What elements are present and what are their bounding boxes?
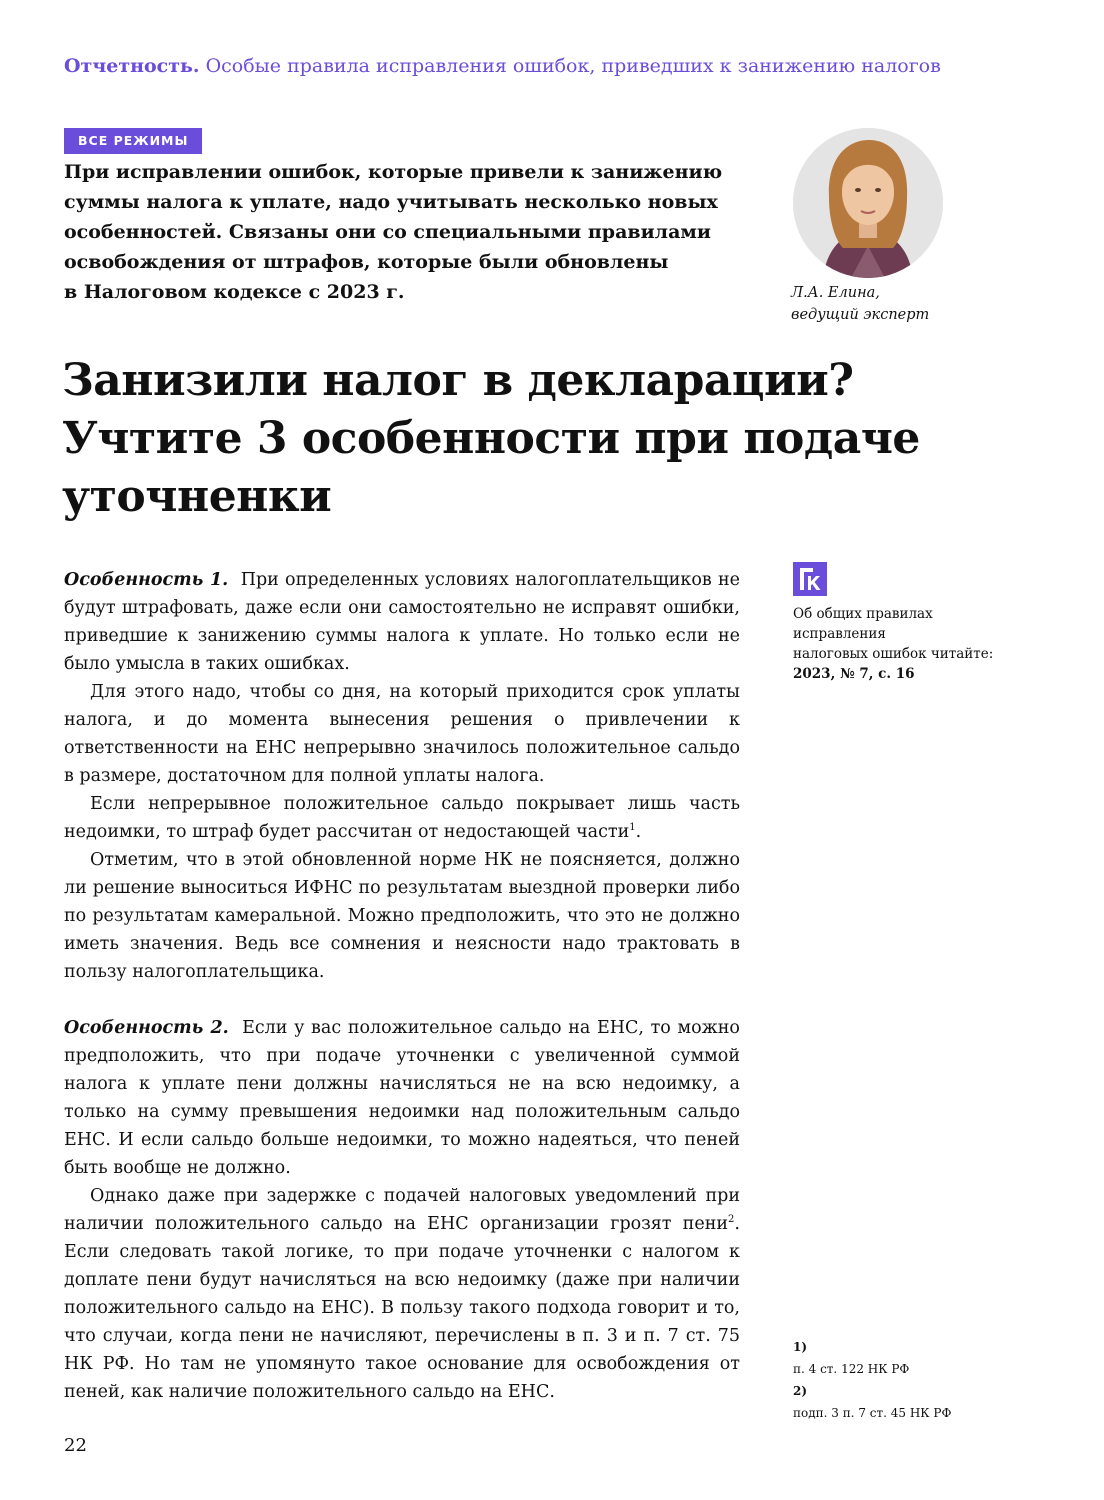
footnote xyxy=(793,1336,951,1380)
footnotes xyxy=(793,1336,951,1424)
note-reference: 2023, № 7, с. 16 xyxy=(793,666,915,682)
footnote-ref: 2 xyxy=(728,1214,735,1226)
author-name: Л.А. Елина, xyxy=(791,285,880,301)
paragraph-text: Отметим, что в этой обновленной норме НК не поясняется, должно ли решение выноситься ИФНС по результатам выездной проверки либо по результатам камеральной. Можно предположить, что это не должно иметь значения. Ведь все сомнения и неясности надо трактовать в пользу налогоплательщика. xyxy=(64,850,740,982)
body-paragraph xyxy=(64,846,740,986)
section-header xyxy=(64,55,941,77)
feature-label: Особенность 1. xyxy=(64,570,229,590)
feature-label: Особенность 2. xyxy=(64,1018,229,1038)
gk-logo-icon xyxy=(793,562,827,596)
lead-line: При исправлении ошибок, которые привели к занижению xyxy=(64,161,723,183)
section-subtitle: Особые правила исправления ошибок, приведших к занижению налогов xyxy=(205,55,941,77)
article-title xyxy=(62,352,920,526)
author-caption xyxy=(791,282,929,326)
footnote-text: п. 4 ст. 122 НК РФ xyxy=(793,1362,910,1376)
paragraph-text: Однако даже при задержке с подачей налоговых уведомлений при наличии положительного сальдо на ЕНС организации грозят пени xyxy=(64,1186,740,1234)
article-body xyxy=(64,566,740,1406)
footnote-number: 2) xyxy=(793,1384,808,1398)
section-name: Отчетность. xyxy=(64,55,200,77)
related-article-note xyxy=(793,604,1013,684)
title-line: Учтите 3 особенности при подаче xyxy=(62,413,920,464)
title-line: Занизили налог в декларации? xyxy=(62,355,854,406)
lead-paragraph xyxy=(64,157,764,307)
title-line: уточненки xyxy=(62,471,332,522)
lead-line: суммы налога к уплате, надо учитывать несколько новых xyxy=(64,191,718,213)
footnote-text: подп. 3 п. 7 ст. 45 НК РФ xyxy=(793,1406,952,1420)
note-line: Об общих правилах исправления xyxy=(793,606,933,642)
note-line: налоговых ошибок читайте: xyxy=(793,646,994,662)
lead-line: особенностей. Связаны они со специальными правилами xyxy=(64,221,711,243)
body-paragraph xyxy=(64,566,740,678)
gk-logo-mark xyxy=(793,562,827,596)
paragraph-text: Для этого надо, чтобы со дня, на который приходится срок уплаты налога, и до момента вынесения решения о привлечении к ответственности на ЕНС непрерывно значилось положительное сальдо в размере, достаточном для полной уплаты налога. xyxy=(64,682,740,786)
regime-tag: ВСЕ РЕЖИМЫ xyxy=(64,128,202,154)
body-paragraph xyxy=(64,678,740,790)
page-number: 22 xyxy=(64,1435,87,1456)
paragraph-text: При определенных условиях налогоплательщиков не будут штрафовать, даже если они самостоятельно не исправят ошибки, приведшие к занижению суммы налога к уплате. Но только если не было умысла в таких ошибках. xyxy=(64,570,740,674)
paragraph-text: Если у вас положительное сальдо на ЕНС, то можно предположить, что при подаче уточненки с увеличенной суммой налога к уплате пени должны начисляться не на всю недоимку, а только на сумму превышения недоимки над положительным сальдо ЕНС. И если сальдо больше недоимки, то можно надеяться, что пеней быть вообще не должно. xyxy=(64,1018,740,1178)
lead-line: в Налоговом кодексе с 2023 г. xyxy=(64,281,405,303)
paragraph-text: . xyxy=(635,822,642,842)
body-paragraph xyxy=(64,1014,740,1182)
author-photo xyxy=(793,128,943,278)
author-portrait-image xyxy=(793,128,943,278)
paragraph-text: . Если следовать такой логике, то при подаче уточненки с налогом к доплате пени будут начисляться на всю недоимку (даже при наличии положительного сальдо на ЕНС). В пользу такого подхода говорит и то, что случаи, когда пени не начисляют, перечислены в п. 3 и п. 7 ст. 75 НК РФ. Но там не упомянуто такое основание для освобождения от пеней, как наличие положительного сальдо на ЕНС. xyxy=(64,1214,740,1402)
lead-line: освобождения от штрафов, которые были обновлены xyxy=(64,251,669,273)
footnote-ref: 1 xyxy=(629,822,636,834)
footnote xyxy=(793,1380,951,1424)
body-paragraph xyxy=(64,790,740,846)
paragraph-text: Если непрерывное положительное сальдо покрывает лишь часть недоимки, то штраф будет рассчитан от недостающей части xyxy=(64,794,740,842)
footnote-number: 1) xyxy=(793,1340,808,1354)
author-role: ведущий эксперт xyxy=(791,307,930,323)
body-paragraph xyxy=(64,1182,740,1406)
